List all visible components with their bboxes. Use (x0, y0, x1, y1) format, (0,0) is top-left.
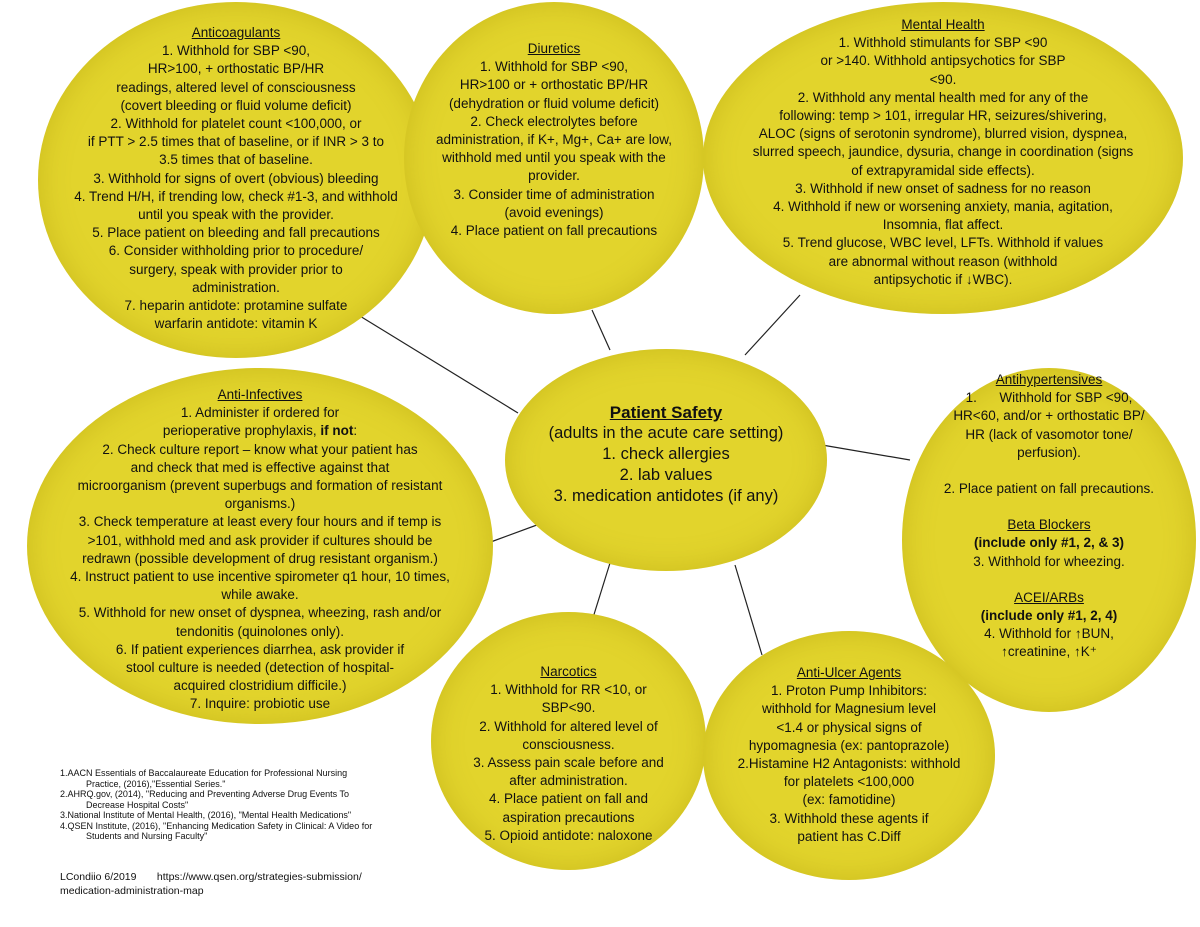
diuretics-line: 2. Check electrolytes before (470, 113, 638, 129)
narcotics-text (441, 663, 696, 845)
anti-infectives-line: 5. Withhold for new onset of dyspnea, wheezing, rash and/or (78, 605, 442, 621)
spacer (912, 571, 1186, 589)
diuretics-line: 3. Consider time of administration (453, 186, 655, 202)
narcotics-line: 2. Withhold for altered level of (479, 718, 658, 734)
anticoagulants-line: until you speak with the provider. (138, 207, 334, 223)
credit-line: medication-administration-map (60, 885, 204, 897)
beta-blockers-title: Beta Blockers (1007, 517, 1091, 533)
narcotics-line: after administration. (509, 773, 628, 789)
narcotics-line: 3. Assess pain scale before and (473, 755, 664, 771)
anti-infectives-if-not: if not (320, 423, 354, 439)
antihypertensives-line: perfusion). (1017, 444, 1081, 460)
anti-infectives-text (37, 386, 483, 714)
anti-ulcer-line: for platelets <100,000 (783, 774, 915, 790)
diuretics-line: 4. Place patient on fall precautions (450, 223, 658, 239)
center-line: 1. check allergies (602, 445, 730, 463)
reference-line: 1.AACN Essentials of Baccalaureate Education for Professional Nursing (60, 768, 348, 778)
connector-antihypertensives (822, 445, 910, 460)
anti-infectives-line: >101, withhold med and ask provider if cultures should be (87, 532, 433, 548)
anticoagulants-line: 6. Consider withholding prior to procedure/ (108, 243, 364, 259)
diuretics-line: provider. (528, 168, 580, 184)
anticoagulants-line: warfarin antidote: vitamin K (154, 316, 318, 332)
antihypertensives-line: HR<60, and/or + orthostatic BP/ (953, 408, 1145, 424)
anti-infectives-line: 6. If patient experiences diarrhea, ask provider if (115, 641, 405, 657)
mental-health-line: slurred speech, jaundice, dysuria, change in coordination (signs (752, 144, 1134, 160)
narcotics-line: aspiration precautions (502, 809, 635, 825)
connector-anti-ulcer (735, 565, 762, 655)
anti-infectives-line (37, 422, 483, 440)
anti-ulcer-line: <1.4 or physical signs of (776, 719, 922, 735)
anti-infectives-line: redrawn (possible development of drug resistant organism.) (82, 550, 438, 566)
anticoagulants-line: 7. heparin antidote: protamine sulfate (124, 298, 348, 314)
mental-health-line: antipsychotic if ↓WBC). (873, 271, 1013, 287)
references (60, 768, 440, 842)
credit (60, 870, 460, 898)
anti-infectives-line: microorganism (prevent superbugs and formation of resistant (77, 478, 443, 494)
anticoagulants-line: 3. Withhold for signs of overt (obvious) bleeding (93, 170, 379, 186)
diuretics-line: (avoid evenings) (504, 204, 604, 220)
anti-infectives-line: organisms.) (224, 496, 296, 512)
antihypertensives-text (912, 371, 1186, 662)
anticoagulants-line: 4. Trend H/H, if trending low, check #1-3, and withhold (74, 188, 398, 204)
anti-infectives-line: 4. Instruct patient to use incentive spirometer q1 hour, 10 times, (70, 569, 450, 585)
anticoagulants-line: (covert bleeding or fluid volume deficit) (120, 97, 352, 113)
anti-infectives-title: Anti-Infectives (217, 387, 303, 402)
anti-infectives-line: 2. Check culture report – know what your patient has (102, 441, 418, 457)
beta-blockers-include: (include only #1, 2, & 3) (973, 535, 1125, 551)
antihypertensives-line: HR (lack of vasomotor tone/ (965, 426, 1133, 442)
anti-infectives-line: and check that med is effective against that (130, 459, 390, 475)
diuretics-line: administration, if K+, Mg+, Ca+ are low, (436, 132, 672, 148)
narcotics-title: Narcotics (540, 664, 597, 679)
narcotics-line: 4. Place patient on fall and (488, 791, 649, 807)
reference-line: Practice, (2016),"Essential Series." (86, 778, 226, 789)
mental-health-line: Insomnia, flat affect. (882, 217, 1004, 233)
acei-arbs-include: (include only #1, 2, 4) (980, 608, 1118, 624)
anti-infectives-line: 3. Check temperature at least every four hours and if temp is (78, 514, 442, 530)
center-line: 2. lab values (619, 466, 713, 484)
mental-health-line: 5. Trend glucose, WBC level, LFTs. Withhold if values (782, 235, 1104, 251)
beta-blockers-line: 3. Withhold for wheezing. (973, 553, 1125, 569)
mental-health-title: Mental Health (901, 17, 985, 32)
reference-line: 2.AHRQ.gov, (2014), "Reducing and Preventing Adverse Drug Events To (60, 789, 350, 799)
reference-line: Students and Nursing Faculty" (86, 831, 208, 841)
diuretics-text (414, 40, 694, 240)
narcotics-line: 1. Withhold for RR <10, or (490, 682, 647, 698)
anticoagulants-text (48, 24, 424, 333)
center-text (515, 402, 817, 507)
diuretics-line: 1. Withhold for SBP <90, (480, 59, 628, 75)
diuretics-title: Diuretics (527, 41, 581, 56)
anti-ulcer-title: Anti-Ulcer Agents (796, 665, 902, 680)
anticoagulants-line: readings, altered level of consciousness (116, 79, 356, 95)
anti-ulcer-line: patient has C.Diff (797, 828, 901, 844)
antihypertensives-title: Antihypertensives (995, 372, 1103, 387)
mental-health-text (713, 16, 1173, 289)
anticoagulants-line: 1. Withhold for SBP <90, (162, 43, 310, 59)
reference-line: 4.QSEN Institute, (2016), "Enhancing Medication Safety in Clinical: A Video for (60, 820, 373, 831)
mental-health-line: 2. Withhold any mental health med for any of the (797, 89, 1089, 105)
mental-health-line: ALOC (signs of serotonin syndrome), blurred vision, dyspnea, (758, 126, 1128, 142)
center-line: 3. medication antidotes (if any) (553, 487, 779, 505)
anti-ulcer-line: 3. Withhold these agents if (769, 810, 929, 826)
anti-infectives-line: while awake. (221, 587, 299, 603)
mental-health-line: of extrapyramidal side effects). (851, 162, 1035, 178)
mental-health-line: are abnormal without reason (withhold (828, 253, 1058, 269)
antihypertensives-line: 1. Withhold for SBP <90, (965, 390, 1133, 406)
center-line: (adults in the acute care setting) (548, 424, 784, 442)
diuretics-line: HR>100 or + orthostatic BP/HR (459, 77, 649, 93)
center-title: Patient Safety (609, 403, 723, 422)
anti-ulcer-line: withhold for Magnesium level (761, 701, 937, 717)
anti-infectives-line: acquired clostridium difficile.) (173, 678, 347, 694)
mental-health-line: following: temp > 101, irregular HR, seizures/shivering, (779, 108, 1107, 124)
connector-diuretics (592, 310, 610, 350)
antihypertensives-line (912, 462, 1186, 480)
anticoagulants-line: administration. (192, 279, 280, 295)
narcotics-line: 5. Opioid antidote: naloxone (484, 827, 653, 843)
acei-arbs-line: 4. Withhold for ↑BUN, (984, 626, 1114, 642)
anticoagulants-line: 5. Place patient on bleeding and fall precautions (92, 225, 380, 241)
acei-arbs-line: ↑creatinine, ↑K⁺ (1001, 644, 1097, 660)
anticoagulants-line: surgery, speak with provider prior to (129, 261, 343, 277)
reference-line: Decrease Hospital Costs" (86, 799, 189, 810)
anti-ulcer-text (713, 664, 985, 846)
acei-arbs-title: ACEI/ARBs (1014, 589, 1084, 605)
anti-ulcer-line: (ex: famotidine) (802, 792, 896, 808)
anti-ulcer-line: 1. Proton Pump Inhibitors: (770, 683, 928, 699)
anti-infectives-line-part: : (353, 423, 358, 439)
spacer (912, 498, 1186, 516)
mental-health-line: or >140. Withhold antipsychotics for SBP (820, 53, 1066, 69)
anti-infectives-line-part: perioperative prophylaxis, (162, 423, 321, 439)
anticoagulants-line: 3.5 times that of baseline. (159, 152, 313, 168)
anti-ulcer-line: hypomagnesia (ex: pantoprazole) (748, 737, 950, 753)
anticoagulants-line: HR>100, + orthostatic BP/HR (147, 61, 325, 77)
reference-line: 3.National Institute of Mental Health, (2016), "Mental Health Medications" (60, 810, 352, 820)
mental-health-line: 4. Withhold if new or worsening anxiety, mania, agitation, (773, 199, 1113, 215)
diuretics-line: withhold med until you speak with the (442, 150, 666, 166)
antihypertensives-line: 2. Place patient on fall precautions. (943, 481, 1155, 497)
narcotics-line: consciousness. (522, 736, 615, 752)
anticoagulants-line: if PTT > 2.5 times that of baseline, or if INR > 3 to (87, 134, 385, 150)
mental-health-line: 3. Withhold if new onset of sadness for no reason (795, 180, 1091, 196)
anti-ulcer-line: 2.Histamine H2 Antagonists: withhold (737, 756, 961, 772)
anti-infectives-line: 1. Administer if ordered for (180, 405, 340, 421)
anti-infectives-line: tendonitis (quinolones only). (175, 623, 345, 639)
diuretics-line: (dehydration or fluid volume deficit) (448, 95, 660, 111)
anti-infectives-line: 7. Inquire: probiotic use (189, 696, 331, 712)
connector-mental-health (745, 295, 800, 355)
anticoagulants-title: Anticoagulants (191, 25, 281, 40)
mental-health-line: <90. (929, 71, 957, 87)
narcotics-line: SBP<90. (541, 700, 596, 716)
anti-infectives-line: stool culture is needed (detection of hospital- (126, 660, 394, 676)
mental-health-line: 1. Withhold stimulants for SBP <90 (838, 35, 1048, 51)
anticoagulants-line: 2. Withhold for platelet count <100,000, or (110, 116, 362, 132)
credit-line: LCondiio 6/2019 https://www.qsen.org/strategies-submission/ (60, 871, 362, 883)
